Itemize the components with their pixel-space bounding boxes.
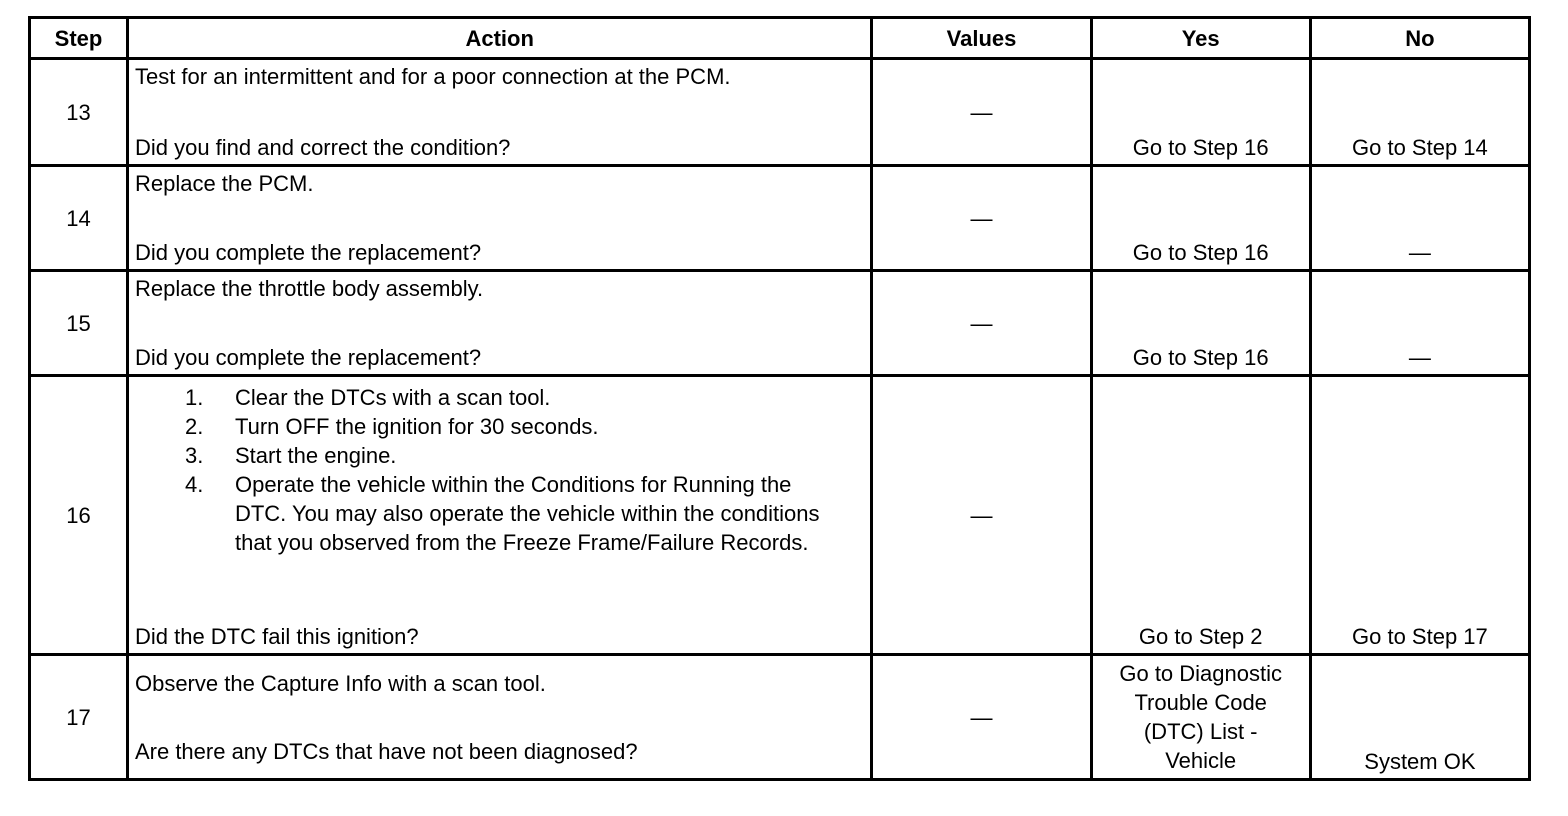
no-link: — <box>1408 345 1431 370</box>
yes-link: Go to Step 16 <box>1132 135 1269 160</box>
values-cell: — <box>872 655 1091 780</box>
yes-link: Go to Diagnostic Trouble Code (DTC) List - Vehicle <box>1119 661 1282 773</box>
substep-number: 3. <box>184 443 204 468</box>
values-cell: — <box>872 376 1091 655</box>
table-row-step-14 <box>30 166 1530 271</box>
action-question: Did the DTC fail this ignition? <box>134 624 419 649</box>
no-cell <box>1310 271 1529 376</box>
action-question: Are there any DTCs that have not been diagnosed? <box>134 738 638 764</box>
header-step: Step <box>30 18 128 59</box>
yes-link: Go to Step 16 <box>1132 240 1269 265</box>
list-item <box>135 470 864 557</box>
header-no: No <box>1310 18 1529 59</box>
table-row-step-17 <box>30 655 1530 780</box>
substep-text: Clear the DTCs with a scan tool. <box>234 385 551 410</box>
no-link: Go to Step 14 <box>1352 135 1488 160</box>
header-values: Values <box>872 18 1091 59</box>
action-text: Test for an intermittent and for a poor connection at the PCM. <box>134 64 731 89</box>
list-item <box>135 412 864 441</box>
action-question: Did you find and correct the condition? <box>134 135 511 160</box>
no-cell <box>1310 376 1529 655</box>
yes-link: Go to Step 16 <box>1132 345 1269 370</box>
substep-list <box>135 383 864 557</box>
substep-number: 4. <box>184 472 204 497</box>
yes-link: Go to Step 2 <box>1138 624 1263 649</box>
table-row-step-16 <box>30 376 1530 655</box>
action-cell <box>127 271 871 376</box>
action-cell <box>127 376 871 655</box>
substep-text: Turn OFF the ignition for 30 seconds. <box>234 414 599 439</box>
no-link: System OK <box>1364 749 1476 774</box>
list-item <box>135 441 864 470</box>
substep-number: 1. <box>184 385 204 410</box>
no-cell <box>1310 59 1529 166</box>
no-link: Go to Step 17 <box>1352 624 1488 649</box>
no-cell <box>1310 166 1529 271</box>
header-yes: Yes <box>1091 18 1310 59</box>
values-cell: — <box>872 166 1091 271</box>
step-number: 13 <box>30 59 128 166</box>
action-text: Observe the Capture Info with a scan tool. <box>134 670 546 696</box>
values-cell: — <box>872 271 1091 376</box>
diagnostic-table <box>28 16 1531 781</box>
yes-cell <box>1091 655 1310 780</box>
action-question: Did you complete the replacement? <box>134 240 482 265</box>
step-number: 17 <box>30 655 128 780</box>
substep-text: Operate the vehicle within the Conditions for Running the DTC. You may also operate the vehicle within the conditions that you observed from the Freeze Frame/Failure Records. <box>234 472 820 555</box>
action-text: Replace the PCM. <box>134 171 314 196</box>
no-link: — <box>1408 240 1431 265</box>
action-cell <box>127 655 871 780</box>
no-cell <box>1310 655 1529 780</box>
step-number: 14 <box>30 166 128 271</box>
substep-text: Start the engine. <box>234 443 397 468</box>
yes-cell <box>1091 376 1310 655</box>
yes-cell <box>1091 166 1310 271</box>
step-number: 16 <box>30 376 128 655</box>
yes-cell <box>1091 271 1310 376</box>
action-cell <box>127 166 871 271</box>
header-row <box>30 18 1530 59</box>
list-item <box>135 383 864 412</box>
table-row-step-15 <box>30 271 1530 376</box>
values-cell: — <box>872 59 1091 166</box>
action-cell <box>127 59 871 166</box>
action-question: Did you complete the replacement? <box>134 345 482 370</box>
substep-number: 2. <box>184 414 204 439</box>
action-text: Replace the throttle body assembly. <box>134 276 484 301</box>
step-number: 15 <box>30 271 128 376</box>
table-row-step-13 <box>30 59 1530 166</box>
header-action: Action <box>127 18 871 59</box>
yes-cell <box>1091 59 1310 166</box>
